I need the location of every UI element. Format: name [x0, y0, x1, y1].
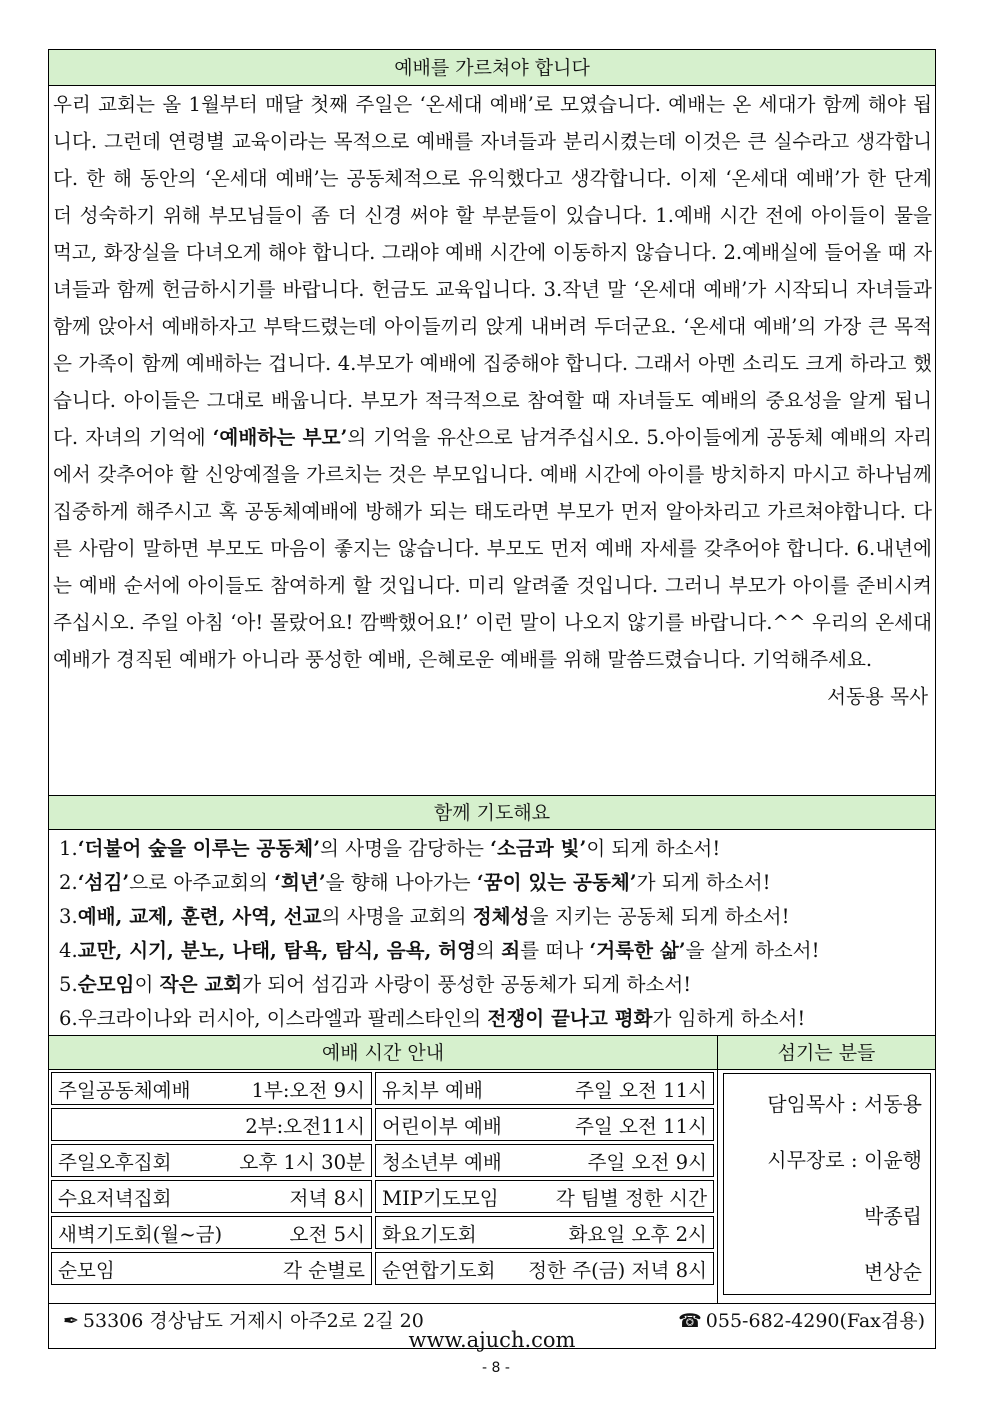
sermon-body — [49, 86, 935, 796]
prayer-item-5: 5.순모임이 작은 교회가 되어 섬김과 사랑이 풍성한 공동체가 되게 하소서! — [59, 973, 692, 996]
website-link[interactable]: www.ajuch.com — [408, 1328, 576, 1352]
schedule-row: 청소년부 예배 주일 오전 9시 — [375, 1144, 714, 1177]
prayer-item-2: 2.‘섬김’으로 아주교회의 ‘희년’을 향해 나아가는 ‘꿈이 있는 공동체’가 되게 하소서! — [59, 871, 771, 894]
sermon-text: 우리 교회는 올 1월부터 매달 첫째 주일은 ‘온세대 예배’로 모였습니다. 예배는 온 세대가 함께 해야 됩니다. 그런데 연령별 교육이라는 목적으로 예배를 자녀들과 분리시켰는데 이것은 큰 실수라고 생각합니다. 한 해 동안의 ‘온세대 예배’는 공동체적으로 유익했다고 생각합니다. 이제 ‘온세대 예배’가 한 단계 더 성숙하기 위해 부모님들이 좀 더 신경 써야 할 부분들이 있습니다. 1.예배 시간 전에 아이들이 물을 먹고, 화장실을 다녀오게 해야 합니다. 그래야 예배 시간에 이동하지 않습니다. 2.예배실에 들어올 때 자녀들과 함께 헌금하시기를 바랍니다. 헌금도 교육입니다. 3.작년 말 ‘온세대 예배’가 시작되니 자녀들과 함께 앉아서 예배하자고 부탁드렸는데 아이들끼리 앉게 내버려 두더군요. ‘온세대 예배’의 가장 큰 목적은 가족이 함께 예배하는 겁니다. 4.부모가 예배에 집중해야 합니다. 그래서 아멘 소리도 크게 하라고 했습니다. 아이들은 그대로 배웁니다. 부모가 적극적으로 참여할 때 자녀들도 예배의 중요성을 알게 됩니다. 자녀의 기억에 — [53, 93, 933, 449]
schedule-title: 예배 시간 안내 — [49, 1036, 717, 1070]
staff-line: 변상순 — [864, 1260, 922, 1284]
schedule-row: MIP기도모임 각 팀별 정한 시간 — [375, 1180, 714, 1213]
staff-title: 섬기는 분들 — [718, 1036, 935, 1070]
prayer-item-3: 3.예배, 교제, 훈련, 사역, 선교의 사명을 교회의 정체성을 지키는 공동체 되게 하소서! — [59, 905, 790, 928]
telephone-icon: ☎ — [678, 1310, 702, 1332]
sermon-title: 예배를 가르쳐야 합니다 — [49, 50, 935, 86]
pen-icon: ✒ — [63, 1310, 79, 1332]
prayer-title: 함께 기도해요 — [49, 796, 935, 830]
info-section — [49, 1036, 935, 1304]
schedule-row: 주일오후집회 오후 1시 30분 — [51, 1144, 372, 1177]
schedule-row: 화요기도회 화요일 오후 2시 — [375, 1216, 714, 1249]
staff-line: 박종립 — [864, 1204, 922, 1228]
sermon-signature: 서동용 목사 — [827, 685, 928, 708]
address: ✒ 53306 경상남도 거제시 아주2로 2길 20 — [63, 1310, 424, 1332]
schedule-row: 주일공동체예배 1부:오전 9시 — [51, 1072, 372, 1105]
staff-list — [723, 1073, 931, 1295]
prayer-item-4: 4.교만, 시기, 분노, 나태, 탐욕, 탐식, 음욕, 허영의 죄를 떠나 ‘거룩한 삶’을 살게 하소서! — [59, 939, 820, 962]
schedule-row: 수요저녁집회 저녁 8시 — [51, 1180, 372, 1213]
page-number: - 8 - — [482, 1360, 510, 1376]
schedule-panel — [49, 1036, 718, 1303]
schedule-row: 순연합기도회 정한 주(금) 저녁 8시 — [375, 1252, 714, 1285]
bulletin-page — [48, 49, 936, 1352]
staff-panel — [718, 1036, 935, 1303]
schedule-row: 새벽기도회(월~금) 오전 5시 — [51, 1216, 372, 1249]
schedule-grid — [49, 1070, 717, 1285]
footer — [49, 1304, 935, 1368]
schedule-row: 2부:오전11시 — [51, 1108, 372, 1141]
staff-line: 담임목사 : 서동용 — [767, 1092, 922, 1116]
staff-line: 시무장로 : 이윤행 — [767, 1148, 922, 1172]
schedule-row: 어린이부 예배 주일 오전 11시 — [375, 1108, 714, 1141]
schedule-row: 순모임 각 순별로 — [51, 1252, 372, 1285]
prayer-list — [49, 830, 935, 1036]
prayer-item-6: 6.우크라이나와 러시아, 이스라엘과 팔레스타인의 전쟁이 끝나고 평화가 임하게 하소서! — [59, 1007, 806, 1030]
prayer-item-1: 1.‘더불어 숲을 이루는 공동체’의 사명을 감당하는 ‘소금과 빛’이 되게 하소서! — [59, 837, 721, 860]
phone: ☎ 055-682-4290(Fax겸용) — [678, 1310, 925, 1332]
schedule-row: 유치부 예배 주일 오전 11시 — [375, 1072, 714, 1105]
sermon-emphasis: ‘예배하는 부모’ — [212, 426, 348, 449]
sermon-text-continued: 의 기억을 유산으로 남겨주십시오. 5.아이들에게 공동체 예배의 자리에서 갖추어야 할 신앙예절을 가르치는 것은 부모입니다. 예배 시간에 아이를 방치하지 마시고 하나님께 집중하게 해주시고 혹 공동체예배에 방해가 되는 태도라면 부모가 먼저 알아차리고 가르쳐야합니다. 다른 사람이 말하면 부모도 마음이 좋지는 않습니다. 부모도 먼저 예배 자세를 갖추어야 합니다. 6.내년에는 예배 순서에 아이들도 참여하게 할 것입니다. 미리 알려줄 것입니다. 그러니 부모가 아이를 준비시켜 주십시오. 주일 아침 ‘아! 몰랐어요! 깜빡했어요!’ 이런 말이 나오지 않기를 바랍니다.^^ 우리의 온세대 예배가 경직된 예배가 아니라 풍성한 예배, 은혜로운 예배를 위해 말씀드렸습니다. 기억해주세요. — [53, 426, 932, 671]
